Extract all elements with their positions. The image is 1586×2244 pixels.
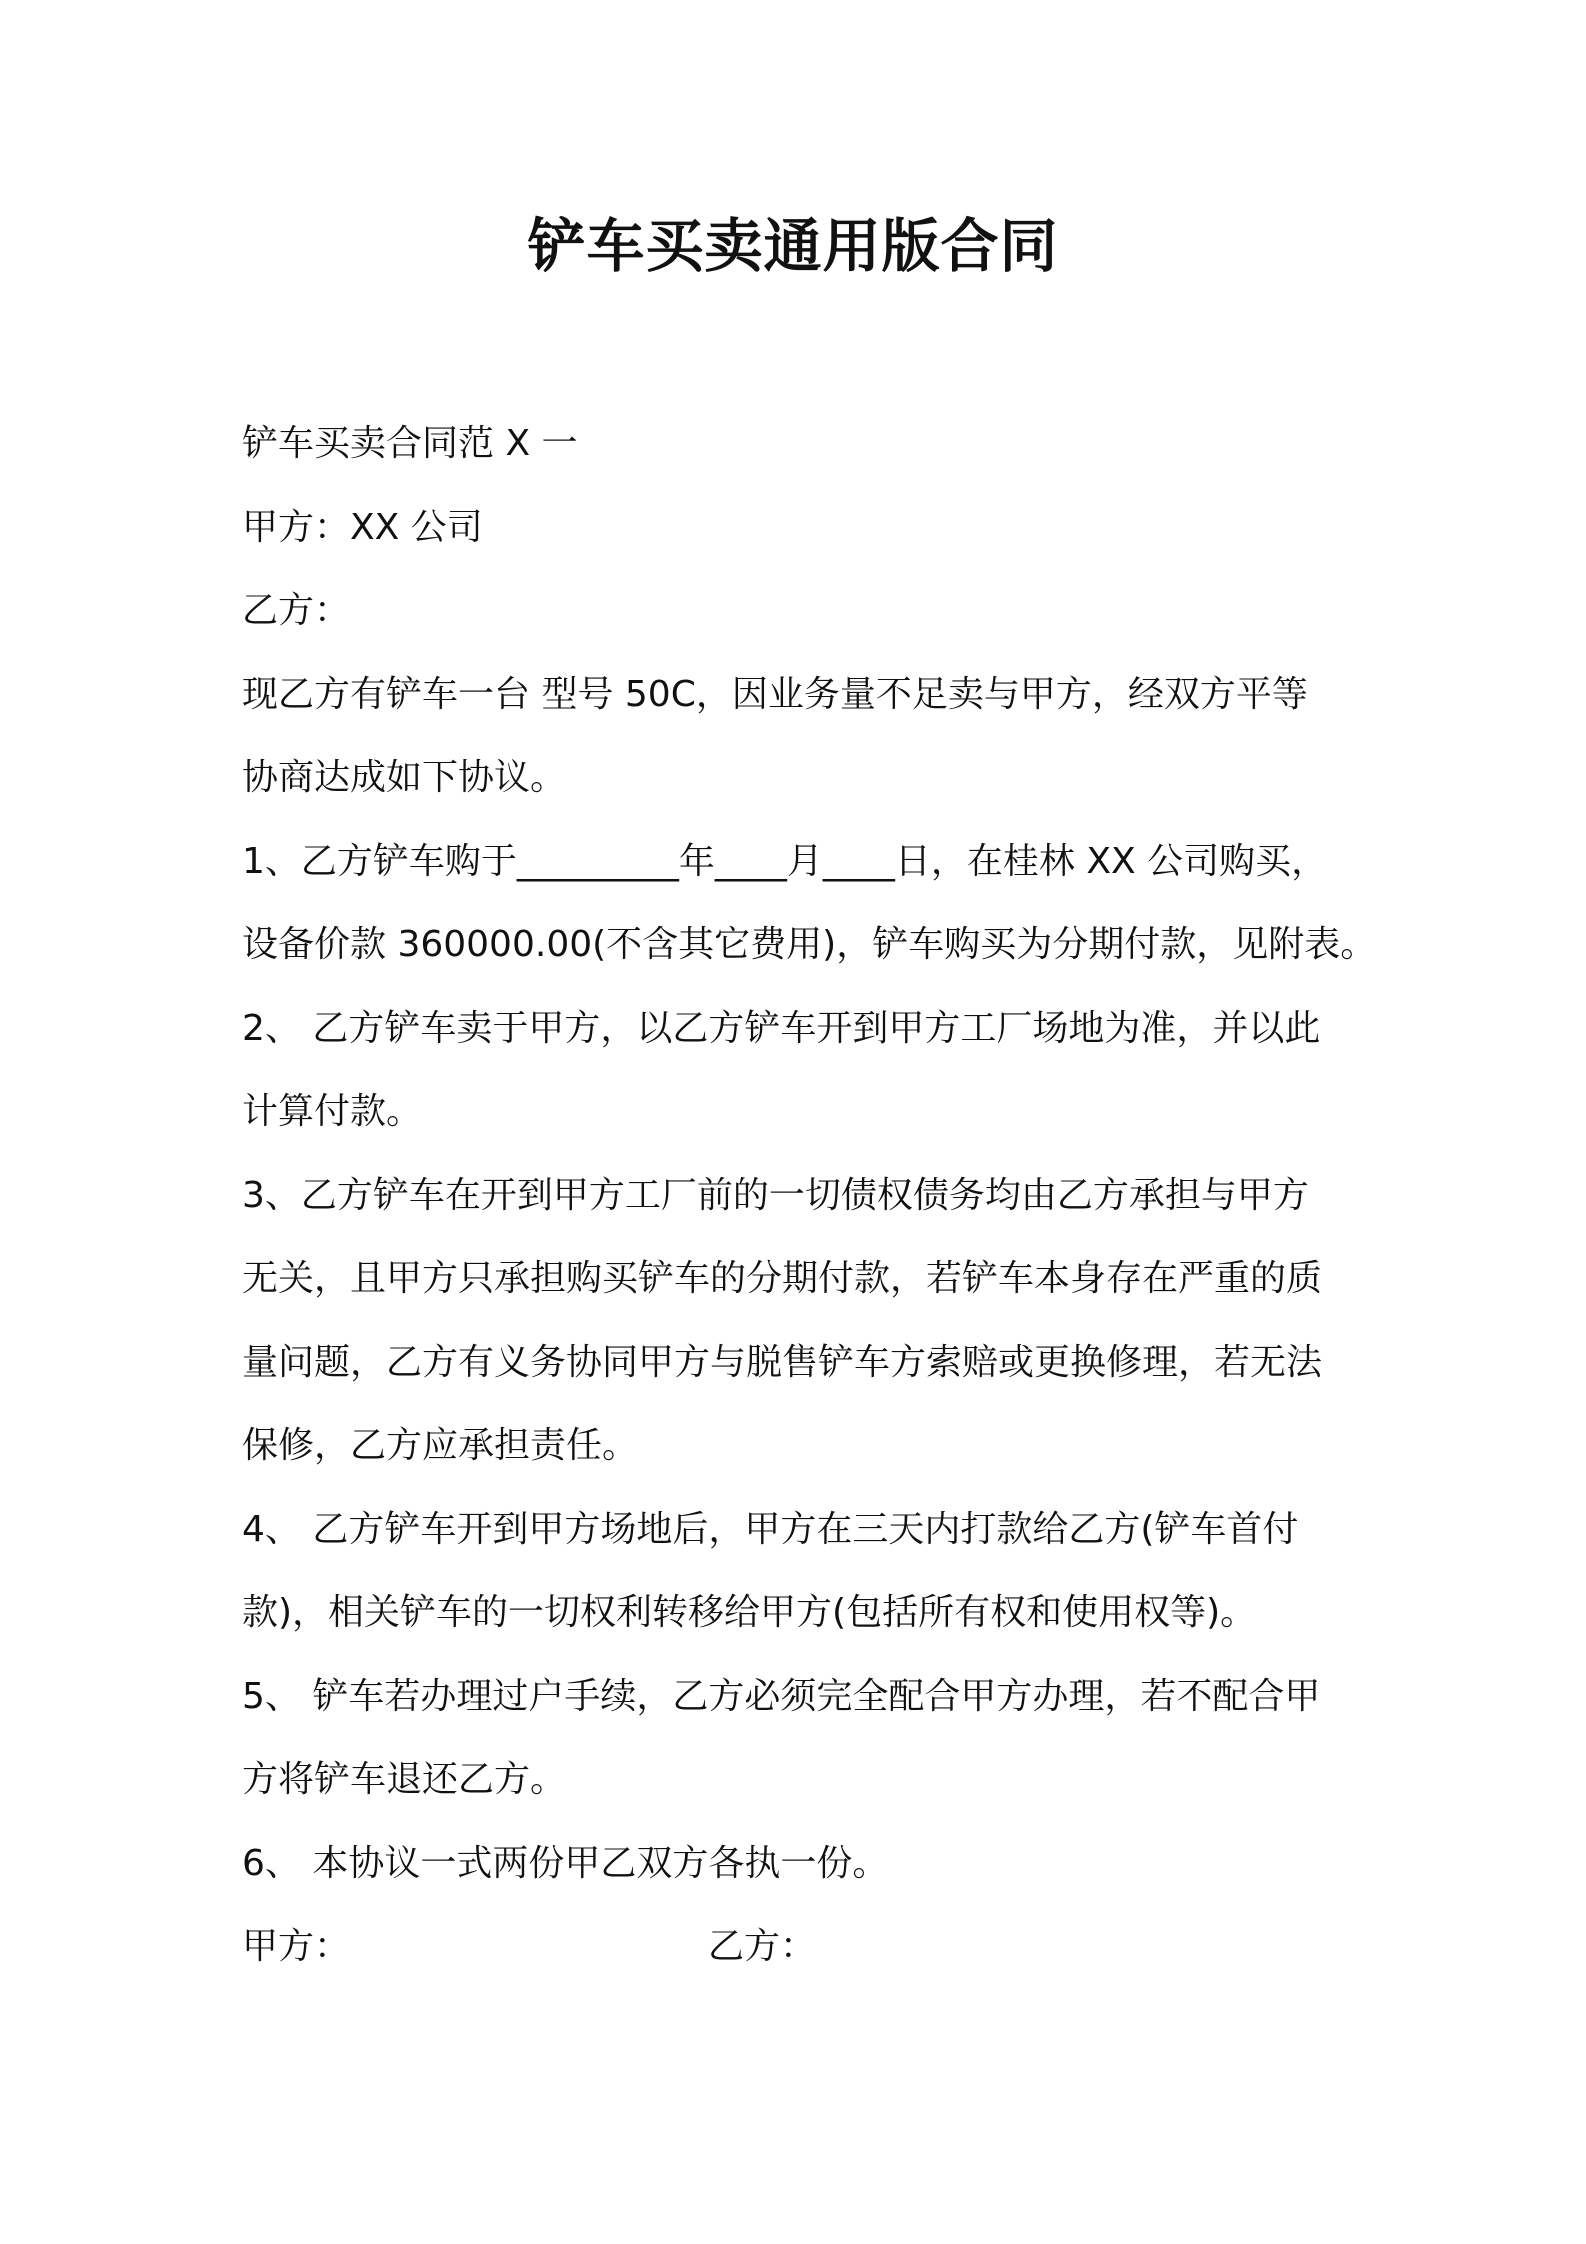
signature-row	[242, 1905, 1352, 1989]
doc-line-clause-3a: 3、乙方铲车在开到甲方工厂前的一切债权债务均由乙方承担与甲方	[242, 1174, 1309, 1216]
doc-line-clause-2a: 2、 乙方铲车卖于甲方，以乙方铲车开到甲方工厂场地为准，并以此	[242, 1007, 1321, 1049]
doc-line-clause-6: 6、 本协议一式两份甲乙双方各执一份。	[242, 1842, 889, 1884]
document-body	[242, 402, 1377, 1989]
doc-line-clause-5a: 5、 铲车若办理过户手续，乙方必须完全配合甲方办理，若不配合甲	[242, 1675, 1321, 1717]
doc-line-clause-1a: 1、乙方铲车购于_________年____月____日，在桂林 XX 公司购买，	[242, 840, 1328, 882]
signature-party-b: 乙方：	[708, 1926, 817, 1967]
doc-line-clause-4b: 款)，相关铲车的一切权利转移给甲方(包括所有权和使用权等)。	[242, 1592, 1257, 1633]
doc-line-clause-2b: 计算付款。	[242, 1091, 423, 1132]
doc-line-clause-4a: 4、 乙方铲车开到甲方场地后，甲方在三天内打款给乙方(铲车首付	[242, 1508, 1299, 1550]
doc-line-clause-3b: 无关，且甲方只承担购买铲车的分期付款，若铲车本身存在严重的质	[242, 1258, 1323, 1299]
doc-line-intro-1: 现乙方有铲车一台 型号 50C，因业务量不足卖与甲方，经双方平等	[242, 673, 1308, 715]
document-title: 铲车买卖通用版合同	[527, 212, 1059, 280]
doc-line-party-b: 乙方：	[242, 590, 351, 631]
doc-line-heading: 铲车买卖合同范 X 一	[242, 423, 578, 464]
doc-line-clause-1b: 设备价款 360000.00(不含其它费用)，铲车购买为分期付款，见附表。	[242, 924, 1377, 965]
doc-line-clause-3c: 量问题，乙方有义务协同甲方与脱售铲车方索赔或更换修理，若无法	[242, 1341, 1323, 1383]
doc-line-intro-2: 协商达成如下协议。	[242, 757, 567, 798]
doc-line-party-a: 甲方：XX 公司	[242, 506, 483, 548]
doc-line-clause-5b: 方将铲车退还乙方。	[242, 1759, 567, 1800]
signature-party-a: 甲方：	[242, 1926, 351, 1967]
doc-line-clause-3d: 保修，乙方应承担责任。	[242, 1425, 639, 1466]
